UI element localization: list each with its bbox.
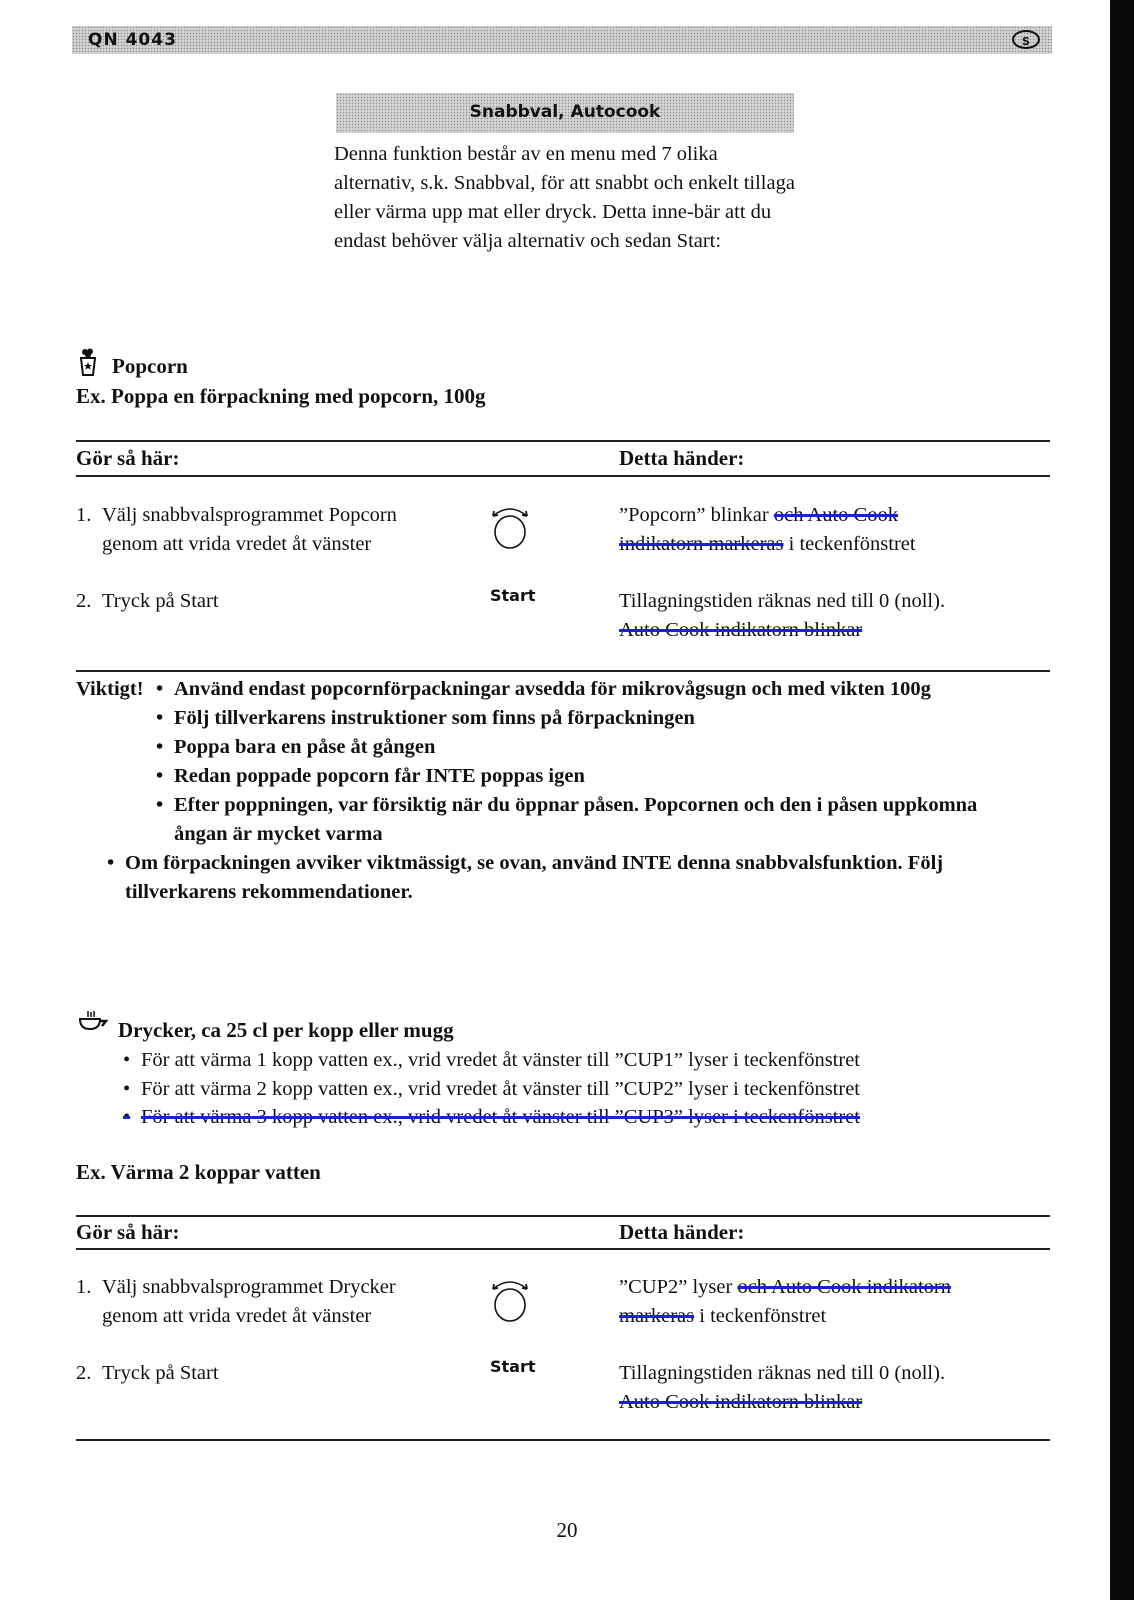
important-outer-item: • Om förpackningen avviker viktmässigt, se ovan, använd INTE denna snabbvalsfunktion. Följ bbox=[107, 852, 944, 874]
popcorn-step-2 bbox=[76, 587, 219, 616]
important-item: • Följ tillverkarens instruktioner som finns på förpackningen bbox=[156, 707, 695, 729]
popcorn-result-1 bbox=[619, 501, 1039, 559]
intro-paragraph: Denna funktion består av en menu med 7 olika alternativ, s.k. Snabbval, för att snabbt och enkelt tillaga eller värma upp mat eller dryck. Detta inne-bär att du endast behöver välja alternativ och sedan Start: bbox=[334, 143, 795, 252]
col-header-do: Gör så här: bbox=[76, 446, 180, 470]
important-outer-item-cont: tillverkarens rekommendationer. bbox=[125, 881, 413, 903]
result-text: ”CUP2” lyser bbox=[619, 1276, 738, 1298]
result-text: i teckenfönstret bbox=[694, 1305, 827, 1327]
step-text-cont: genom att vrida vredet åt vänster bbox=[102, 533, 372, 555]
important-item: • Redan poppade popcorn får INTE poppas igen bbox=[156, 765, 585, 787]
drinks-result-1 bbox=[619, 1273, 1049, 1331]
struck-text: Auto Cook indikatorn blinkar bbox=[619, 1391, 863, 1413]
dial-icon bbox=[488, 1279, 534, 1325]
start-button-label: Start bbox=[490, 1357, 536, 1376]
result-text: ”Popcorn” blinkar bbox=[619, 504, 774, 526]
struck-text: och Auto Cook indikatorn bbox=[737, 1276, 951, 1298]
popcorn-step-1 bbox=[76, 501, 476, 559]
drinks-example: Ex. Värma 2 koppar vatten bbox=[76, 1160, 321, 1184]
drinks-step-2 bbox=[76, 1359, 219, 1388]
step-text-cont: genom att vrida vredet åt vänster bbox=[102, 1305, 372, 1327]
step-text: Tryck på Start bbox=[102, 1362, 219, 1384]
dial-icon bbox=[488, 506, 534, 552]
table-rule-header bbox=[76, 1248, 1050, 1250]
step-number: 2. bbox=[76, 1362, 92, 1384]
cup-icon bbox=[78, 1010, 108, 1034]
important-item: • Poppa bara en påse åt gången bbox=[156, 736, 436, 758]
step-text: Välj snabbvalsprogrammet Drycker bbox=[102, 1276, 396, 1298]
struck-text: markeras bbox=[619, 1305, 695, 1327]
page-number: 20 bbox=[556, 1518, 578, 1542]
model-number: QN 4043 bbox=[88, 30, 177, 50]
popcorn-result-2 bbox=[619, 587, 1039, 645]
drink-item: • För att värma 2 kopp vatten ex., vrid vredet åt vänster till ”CUP2” lyser i teckenfönstret bbox=[123, 1078, 861, 1100]
step-text: Välj snabbvalsprogrammet Popcorn bbox=[102, 504, 397, 526]
col-header-happens: Detta händer: bbox=[619, 1220, 745, 1244]
step-number: 1. bbox=[76, 504, 92, 526]
drink-item: • För att värma 1 kopp vatten ex., vrid vredet åt vänster till ”CUP1” lyser i teckenfönstret bbox=[123, 1049, 861, 1071]
header-band bbox=[72, 26, 1052, 54]
struck-text: Auto Cook indikatorn blinkar bbox=[619, 619, 863, 641]
col-header-happens: Detta händer: bbox=[619, 446, 745, 470]
drinks-result-2 bbox=[619, 1359, 1039, 1417]
table-rule-top bbox=[76, 440, 1050, 442]
important-item: • Efter poppningen, var försiktig när du öppnar påsen. Popcornen och den i påsen uppkomna bbox=[156, 794, 978, 816]
struck-text: och Auto Cook bbox=[773, 504, 898, 526]
drink-item-struck: • För att värma 3 kopp vatten ex., vrid vredet åt vänster till ”CUP3” lyser i teckenfönstret bbox=[123, 1106, 861, 1128]
result-text: Tillagningstiden räknas ned till 0 (noll). bbox=[619, 1362, 946, 1384]
table-rule-bottom bbox=[76, 670, 1050, 672]
section-title-band bbox=[336, 93, 794, 133]
col-header-do: Gör så här: bbox=[76, 1220, 180, 1244]
drinks-step-1 bbox=[76, 1273, 476, 1331]
table-rule-bottom bbox=[76, 1439, 1050, 1441]
step-text: Tryck på Start bbox=[102, 590, 219, 612]
scan-edge bbox=[1110, 0, 1134, 1600]
language-badge: S bbox=[1012, 30, 1040, 49]
popcorn-example: Ex. Poppa en förpackning med popcorn, 100g bbox=[76, 384, 486, 408]
important-item-cont: ångan är mycket varma bbox=[174, 823, 383, 845]
table-rule-top bbox=[76, 1215, 1050, 1217]
important-label: Viktigt! bbox=[76, 678, 144, 700]
step-number: 1. bbox=[76, 1276, 92, 1298]
table-rule-header bbox=[76, 475, 1050, 477]
drinks-title: Drycker, ca 25 cl per kopp eller mugg bbox=[118, 1018, 454, 1042]
result-text: Tillagningstiden räknas ned till 0 (noll). bbox=[619, 590, 946, 612]
important-item: • Använd endast popcornförpackningar avsedda för mikrovågsugn och med vikten 100g bbox=[156, 678, 931, 700]
popcorn-title: Popcorn bbox=[112, 354, 188, 378]
start-button-label: Start bbox=[490, 586, 536, 605]
section-title: Snabbval, Autocook bbox=[469, 102, 661, 122]
step-number: 2. bbox=[76, 590, 92, 612]
result-text: i teckenfönstret bbox=[783, 533, 916, 555]
popcorn-icon bbox=[78, 348, 98, 376]
struck-text: indikatorn markeras bbox=[619, 533, 784, 555]
